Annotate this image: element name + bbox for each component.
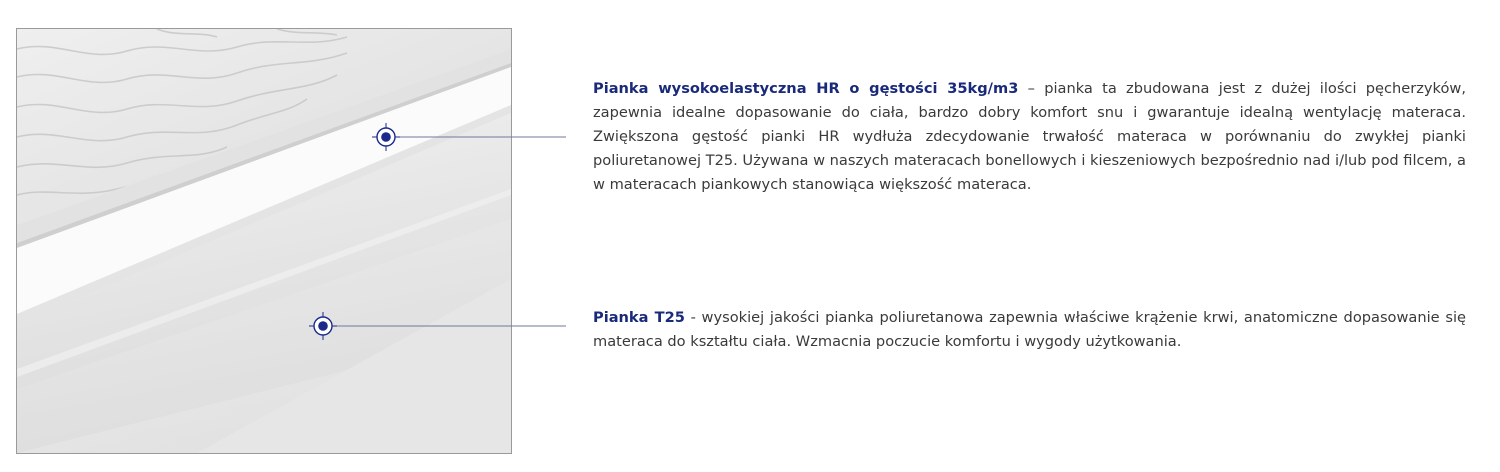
t25-foam-title: Pianka T25 <box>593 309 685 326</box>
mattress-illustration <box>17 29 511 453</box>
title-separator: - <box>684 309 702 326</box>
t25-foam-description <box>593 306 1466 354</box>
hr-foam-text: pianka ta zbudowana jest z dużej ilości pęcherzyków, zapewnia idealne dopasowanie do ciała, bardzo dobry komfort snu i gwarantuje idealną wentylację materaca. Zwiększona gęstość pianki HR wydłuża zdecydowanie trwałość materaca w porównaniu do zwykłej pianki poliuretanowej T25. Używana w naszych materacach bonellowych i kieszeniowych bezpośrednio nad i/lub pod filcem, a w materacach piankowych stanowiąca większość materaca. <box>593 80 1466 193</box>
t25-foam-text: wysokiej jakości pianka poliuretanowa zapewnia właściwe krążenie krwi, anatomiczne dopasowanie się materaca do kształtu ciała. Wzmacnia poczucie komfortu i wygody użytkowania. <box>593 309 1466 350</box>
hr-foam-description <box>593 77 1466 197</box>
hr-foam-title: Pianka wysokoelastyczna HR o gęstości 35kg/m3 <box>593 80 1019 97</box>
mattress-cross-section-image <box>16 28 512 454</box>
title-separator: – <box>1018 80 1045 97</box>
